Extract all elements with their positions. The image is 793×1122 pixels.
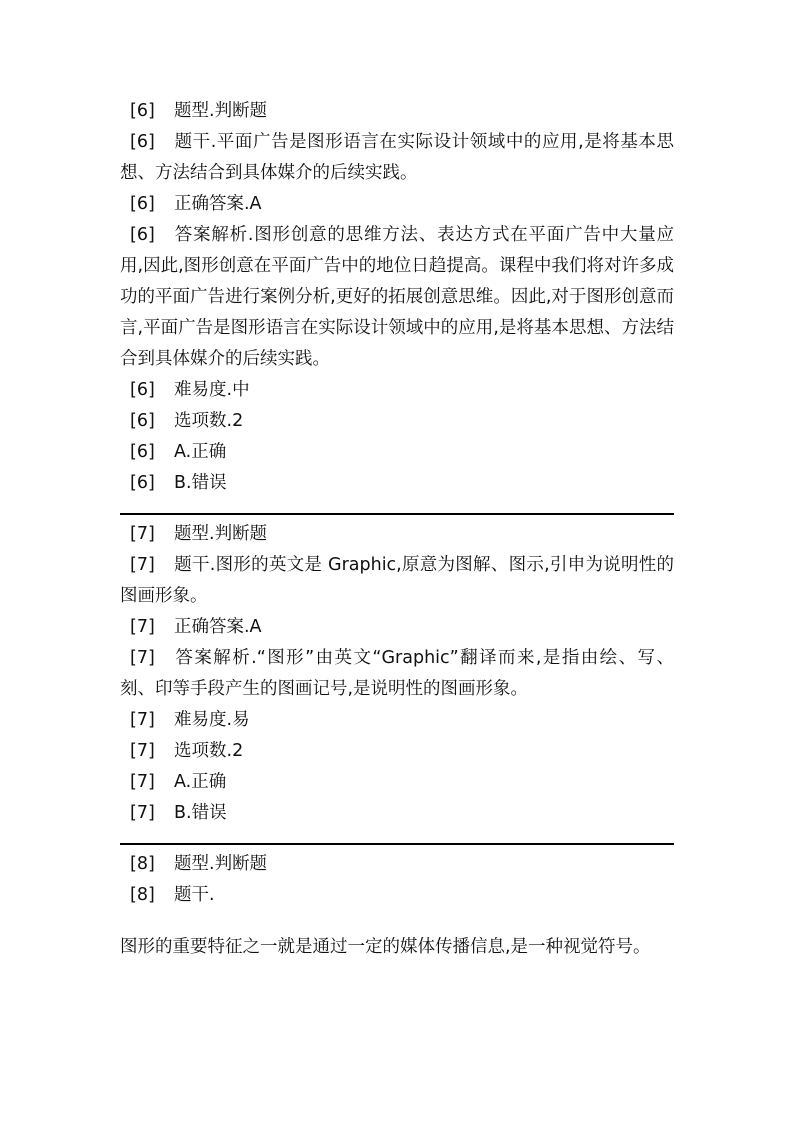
question-line: [8] 题型.判断题 bbox=[130, 854, 268, 874]
question-line: [6] 难易度.中 bbox=[130, 380, 250, 400]
question-line: [6] 选项数.2 bbox=[130, 411, 244, 431]
question-line: [7] 题干.图形的英文是 Graphic,原意为图解、图示,引申为说明性的图画形象。 bbox=[120, 555, 674, 606]
question-line: [6] 题型.判断题 bbox=[130, 101, 268, 121]
question-line: [6] A.正确 bbox=[130, 442, 227, 462]
body-paragraph: 图形的重要特征之一就是通过一定的媒体传播信息,是一种视觉符号。 bbox=[120, 937, 651, 957]
question-line: [7] B.错误 bbox=[130, 803, 227, 823]
question-7 bbox=[120, 519, 674, 829]
question-6 bbox=[120, 96, 674, 499]
question-line: [7] A.正确 bbox=[130, 772, 227, 792]
question-line: [7] 正确答案.A bbox=[130, 617, 262, 637]
question-line: [7] 题型.判断题 bbox=[130, 524, 268, 544]
question-line: [6] 正确答案.A bbox=[130, 194, 262, 214]
document-page bbox=[120, 96, 674, 963]
question-line: [7] 难易度.易 bbox=[130, 710, 250, 730]
question-line: [7] 选项数.2 bbox=[130, 741, 244, 761]
question-line: [6] 答案解析.图形创意的思维方法、表达方式在平面广告中大量应用,因此,图形创意在平面广告中的地位日趋提高。课程中我们将对许多成功的平面广告进行案例分析,更好的拓展创意思维。因此,对于图形创意而言,平面广告是图形语言在实际设计领域中的应用,是将基本思想、方法结合到具体媒介的后续实践。 bbox=[120, 225, 674, 369]
question-line: [8] 题干. bbox=[130, 885, 215, 905]
divider bbox=[120, 513, 674, 515]
question-line: [6] B.错误 bbox=[130, 473, 227, 493]
question-8 bbox=[120, 849, 674, 911]
question-line: [7] 答案解析.“图形”由英文“Graphic”翻译而来,是指由绘、写、刻、印等手段产生的图画记号,是说明性的图画形象。 bbox=[120, 648, 674, 699]
divider bbox=[120, 843, 674, 845]
question-line: [6] 题干.平面广告是图形语言在实际设计领域中的应用,是将基本思想、方法结合到具体媒介的后续实践。 bbox=[120, 132, 674, 183]
